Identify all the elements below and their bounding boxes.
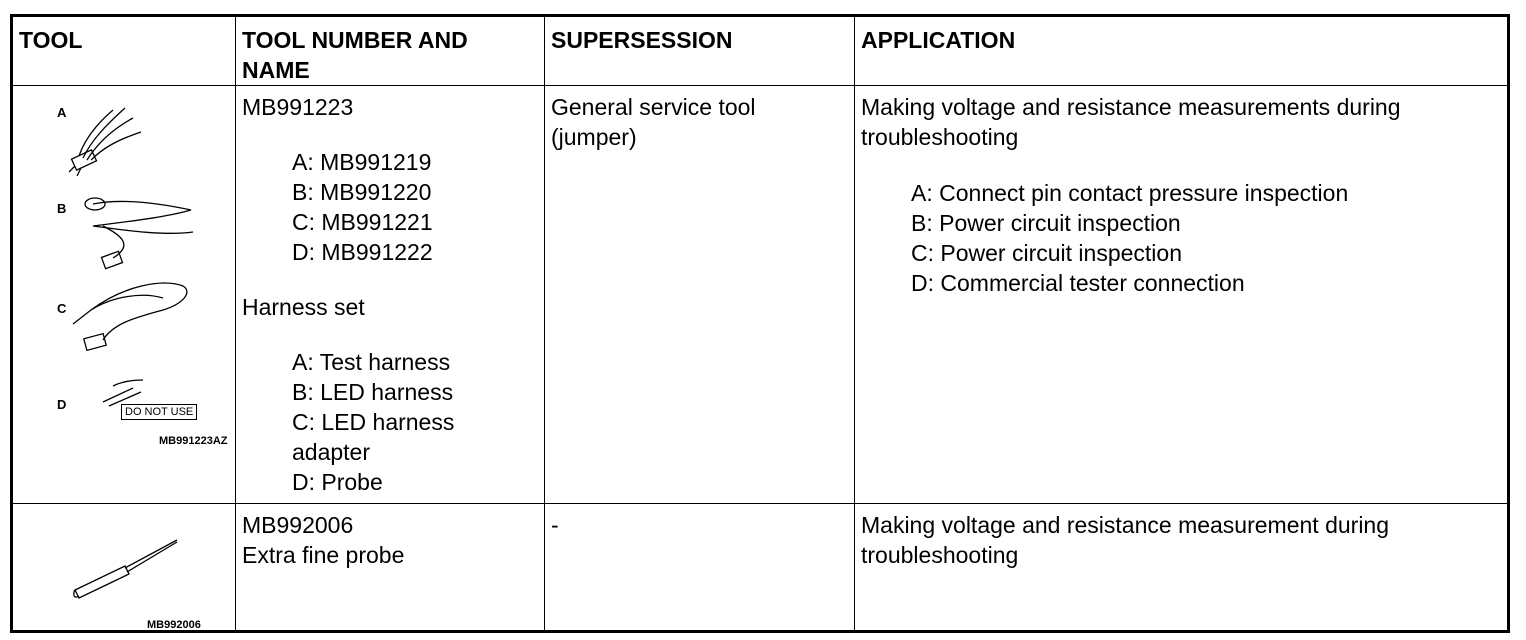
part-name: D: Probe: [292, 469, 383, 495]
application-cell: Making voltage and resistance measurements during troubleshooting A: Connect pin contact pressure inspection B: Power circuit inspection C: Power circuit inspection D: Commercial tester connection: [855, 86, 1509, 504]
tool-number: MB991223: [242, 94, 354, 120]
supersession-cell: General service tool (jumper): [545, 86, 855, 504]
tool-number: MB992006: [242, 512, 354, 538]
supersession-cell: -: [545, 504, 855, 632]
tool-image-code: MB991223AZ: [159, 435, 228, 447]
part-number: D: MB991222: [292, 239, 433, 265]
application-item: D: Commercial tester connection: [911, 270, 1245, 296]
tool-image-harness-set: [12, 86, 236, 504]
application-cell: Making voltage and resistance measurement during troubleshooting: [855, 504, 1509, 632]
tool-letter-b: B: [57, 201, 67, 216]
do-not-use-label: DO NOT USE: [121, 404, 197, 420]
tool-image-code: MB992006: [147, 619, 201, 631]
special-tools-table: [10, 14, 1510, 633]
tool-letter-c: C: [57, 301, 67, 316]
tool-number-cell: [236, 86, 545, 504]
header-supersession: SUPERSESSION: [545, 16, 855, 86]
tool-letter-a: A: [57, 105, 67, 120]
header-tool-number-name: TOOL NUMBER AND NAME: [236, 16, 545, 86]
application-item: B: Power circuit inspection: [911, 210, 1181, 236]
part-number: B: MB991220: [292, 179, 432, 205]
tool-number-cell: [236, 504, 545, 632]
tool-image-extra-fine-probe: [12, 504, 236, 632]
part-name: C: LED harness: [292, 409, 455, 435]
part-name: adapter: [292, 439, 371, 465]
extra-fine-probe-illustration: [13, 504, 237, 632]
part-number: C: MB991221: [292, 209, 433, 235]
part-name: B: LED harness: [292, 379, 454, 405]
part-name: A: Test harness: [292, 349, 451, 375]
table-row: [12, 504, 1509, 632]
part-number: A: MB991219: [292, 149, 432, 175]
tool-letter-d: D: [57, 397, 67, 412]
header-application: APPLICATION: [855, 16, 1509, 86]
header-tool: TOOL: [12, 16, 236, 86]
table-row: [12, 86, 1509, 504]
application-item: C: Power circuit inspection: [911, 240, 1182, 266]
tool-name: Harness set: [242, 294, 365, 320]
header-row: [12, 16, 1509, 86]
application-item: A: Connect pin contact pressure inspection: [911, 180, 1349, 206]
tool-name: Extra fine probe: [242, 542, 405, 568]
